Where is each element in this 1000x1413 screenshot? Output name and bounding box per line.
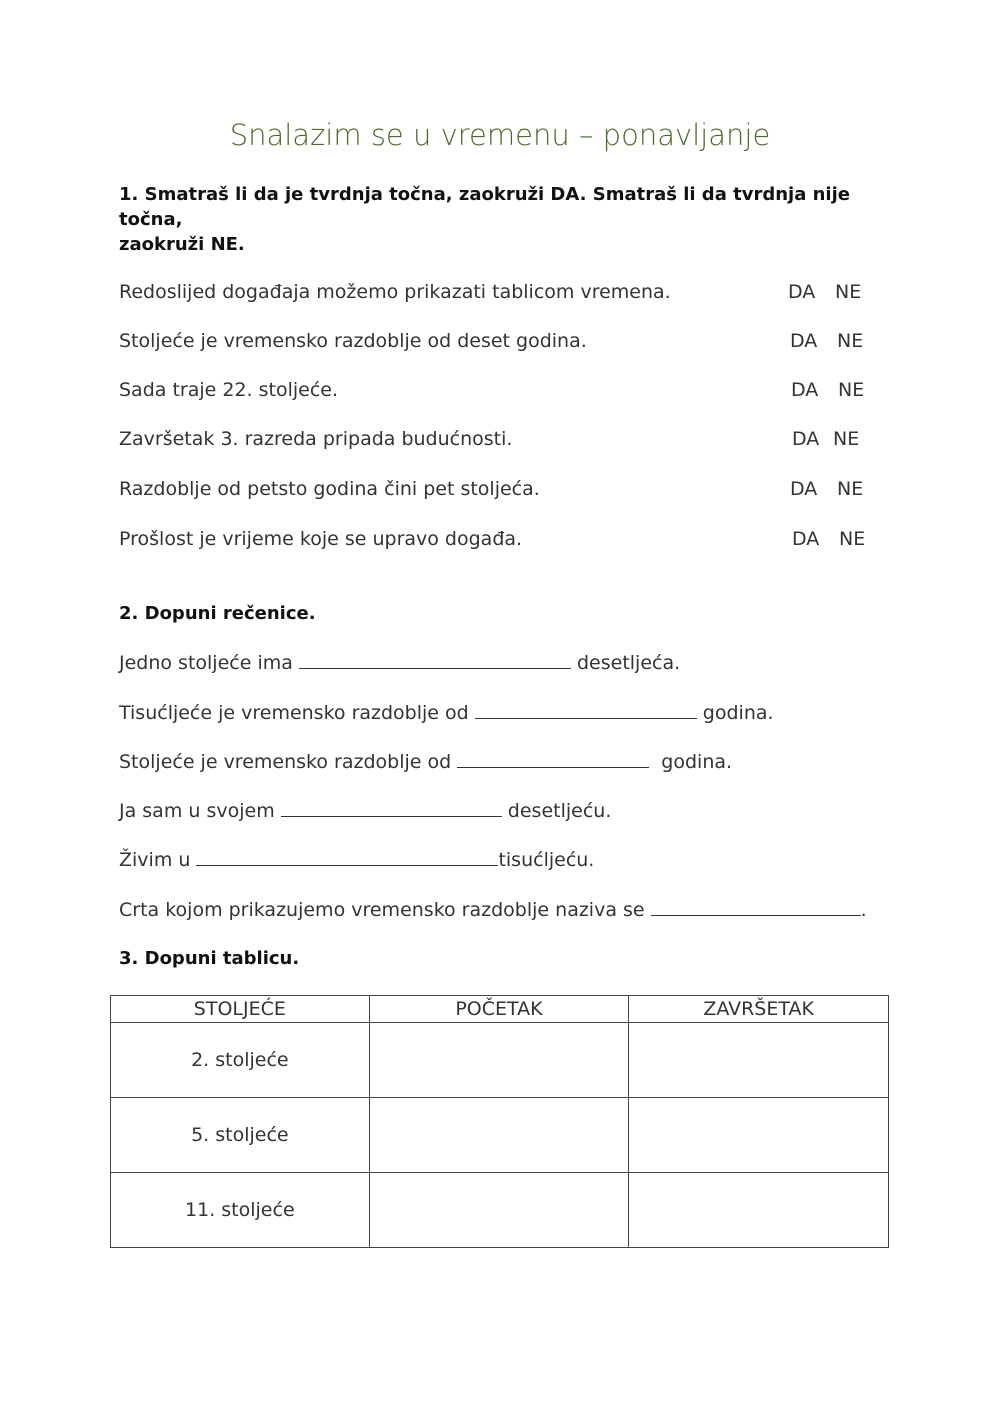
sentence-end: desetljeću. bbox=[501, 800, 612, 822]
statement-row bbox=[119, 528, 879, 554]
da-option[interactable]: DA bbox=[790, 330, 818, 352]
task2-heading: 2. Dopuni rečenice. bbox=[119, 603, 316, 624]
start-cell[interactable] bbox=[369, 1023, 629, 1098]
sentence-start: Ja sam u svojem bbox=[119, 800, 281, 822]
table-row bbox=[111, 1023, 889, 1098]
sentence-line bbox=[119, 897, 867, 923]
column-header-century: STOLJEĆE bbox=[111, 996, 370, 1023]
task1-heading-line2: zaokruži NE. bbox=[119, 234, 245, 255]
fill-blank[interactable] bbox=[299, 650, 571, 669]
start-cell[interactable] bbox=[369, 1173, 629, 1248]
da-option[interactable]: DA bbox=[792, 428, 820, 450]
end-cell[interactable] bbox=[629, 1173, 889, 1248]
fill-blank[interactable] bbox=[281, 798, 502, 817]
ne-option[interactable]: NE bbox=[833, 428, 860, 450]
da-option[interactable]: DA bbox=[791, 379, 819, 401]
da-option[interactable]: DA bbox=[790, 478, 818, 500]
statement-text: Stoljeće je vremensko razdoblje od deset godina. bbox=[119, 330, 587, 352]
fill-blank[interactable] bbox=[196, 847, 498, 866]
da-option[interactable]: DA bbox=[792, 528, 820, 550]
sentence-start: Stoljeće je vremensko razdoblje od bbox=[119, 751, 458, 773]
statement-text: Redoslijed događaja možemo prikazati tablicom vremena. bbox=[119, 281, 671, 303]
sentence-end: tisućljeću. bbox=[498, 849, 595, 871]
worksheet-title: Snalazim se u vremenu – ponavljanje bbox=[229, 118, 771, 152]
sentence-end: desetljeća. bbox=[570, 652, 681, 674]
fill-blank[interactable] bbox=[475, 700, 697, 719]
sentence-line bbox=[119, 700, 774, 726]
century-cell: 2. stoljeće bbox=[111, 1023, 370, 1098]
ne-option[interactable]: NE bbox=[837, 330, 864, 352]
statement-text: Sada traje 22. stoljeće. bbox=[119, 379, 339, 401]
statement-text: Završetak 3. razreda pripada budućnosti. bbox=[119, 428, 513, 450]
century-cell: 11. stoljeće bbox=[111, 1173, 370, 1248]
table-row bbox=[111, 1173, 889, 1248]
end-cell[interactable] bbox=[629, 1023, 889, 1098]
task1-heading-line1: 1. Smatraš li da je tvrdnja točna, zaokruži DA. Smatraš li da tvrdnja nije točna, bbox=[119, 184, 850, 230]
sentence-line bbox=[119, 847, 594, 873]
statement-row bbox=[119, 428, 879, 454]
statement-row bbox=[119, 330, 879, 356]
sentence-start: Tisućljeće je vremensko razdoblje od bbox=[119, 702, 475, 724]
task3-heading: 3. Dopuni tablicu. bbox=[119, 948, 300, 969]
statement-text: Prošlost je vrijeme koje se upravo događa. bbox=[119, 528, 523, 550]
fill-blank[interactable] bbox=[457, 749, 649, 768]
table-row bbox=[111, 1098, 889, 1173]
statement-text: Razdoblje od petsto godina čini pet stoljeća. bbox=[119, 478, 540, 500]
start-cell[interactable] bbox=[369, 1098, 629, 1173]
column-header-end: ZAVRŠETAK bbox=[629, 996, 889, 1023]
sentence-end: godina. bbox=[649, 751, 733, 773]
sentence-start: Jedno stoljeće ima bbox=[119, 652, 299, 674]
task1-heading bbox=[119, 182, 899, 257]
ne-option[interactable]: NE bbox=[839, 528, 866, 550]
sentence-end: . bbox=[860, 899, 867, 921]
statement-row bbox=[119, 379, 879, 405]
sentence-line bbox=[119, 749, 732, 775]
ne-option[interactable]: NE bbox=[838, 379, 865, 401]
sentence-end: godina. bbox=[696, 702, 774, 724]
column-header-start: POČETAK bbox=[369, 996, 629, 1023]
centuries-table bbox=[110, 995, 889, 1248]
sentence-line bbox=[119, 650, 680, 676]
ne-option[interactable]: NE bbox=[835, 281, 862, 303]
sentence-start: Živim u bbox=[119, 849, 197, 871]
sentence-start: Crta kojom prikazujemo vremensko razdoblje naziva se bbox=[119, 899, 651, 921]
century-cell: 5. stoljeće bbox=[111, 1098, 370, 1173]
statement-row bbox=[119, 478, 879, 504]
table-header-row bbox=[111, 996, 889, 1023]
end-cell[interactable] bbox=[629, 1098, 889, 1173]
ne-option[interactable]: NE bbox=[837, 478, 864, 500]
da-option[interactable]: DA bbox=[788, 281, 816, 303]
statement-row bbox=[119, 281, 879, 307]
fill-blank[interactable] bbox=[651, 897, 861, 916]
sentence-line bbox=[119, 798, 611, 824]
